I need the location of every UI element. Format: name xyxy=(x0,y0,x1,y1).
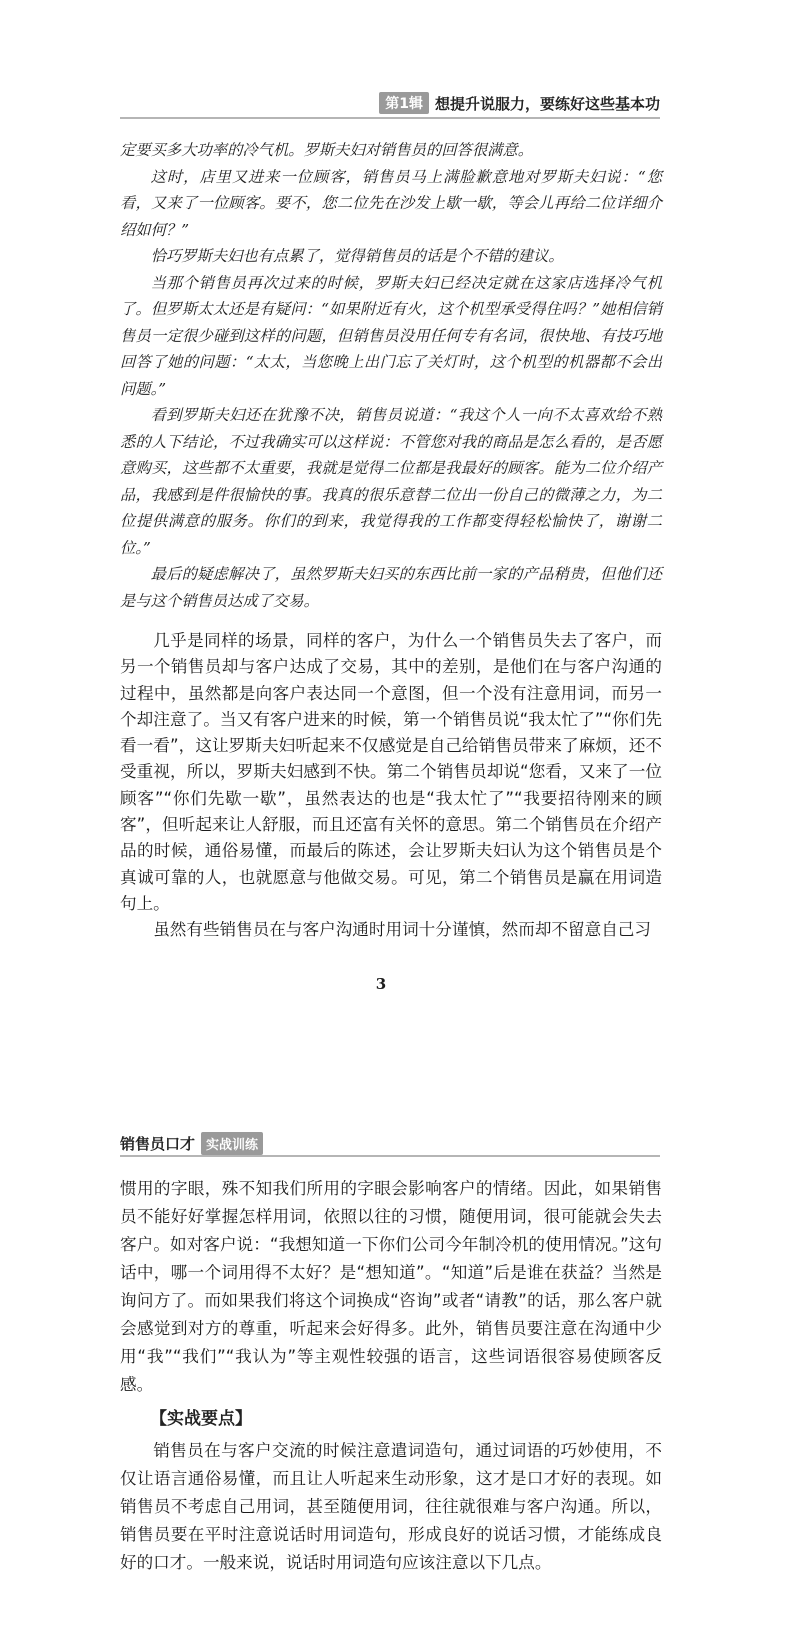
body-paragraph: 惯用的字眼，殊不知我们所用的字眼会影响客户的情绪。因此，如果销售员不能好好掌握怎样用词，依照以往的习惯，随便用词，很可能就会失去客户。如对客户说：“我想知道一下你们公司今年制冷机的使用情况。”这句话中，哪一个词用得不太好？是“想知道”。“知道”后是谁在获益？当然是询问方了。而如果我们将这个词换成“咨询”或者“请教”的话，那么客户就会感觉到对方的尊重，听起来会好得多。此外，销售员要注意在沟通中少用“我”“我们”“我认为”等主观性较强的语言，这些词语很容易使顾客反感。 xyxy=(120,1179,662,1394)
book-tag: 实战训练 xyxy=(201,1132,263,1155)
story-paragraph: 恰巧罗斯夫妇也有点累了，觉得销售员的话是个不错的建议。 xyxy=(150,247,564,265)
page-number: 3 xyxy=(375,975,387,993)
header-divider xyxy=(120,117,660,119)
story-paragraph: 看到罗斯夫妇还在犹豫不决，销售员说道：“我这个人一向不太喜欢给不熟悉的人下结论，不过我确实可以这样说：不管您对我的商品是怎么看的，是否愿意购买，这些都不太重要，我就是觉得二位都是我最好的顾客。能为二位介绍产品，我感到是件很愉快的事。我真的很乐意替二位出一份自己的微薄之力，为二位提供满意的服务。你们的到来，我觉得我的工作都变得轻松愉快了，谢谢二位。” xyxy=(120,406,662,557)
body-paragraph: 虽然有些销售员在与客户沟通时用词十分谨慎，然而却不留意自己习 xyxy=(153,920,651,940)
story-passage xyxy=(120,137,662,614)
series-tag: 第1辑 xyxy=(379,92,429,114)
story-paragraph: 最后的疑虑解决了，虽然罗斯夫妇买的东西比前一家的产品稍贵，但他们还是与这个销售员达成了交易。 xyxy=(120,565,662,610)
section-heading: 【实战要点】 xyxy=(150,1409,252,1429)
body-paragraph: 几乎是同样的场景，同样的客户，为什么一个销售员失去了客户，而另一个销售员却与客户达成了交易，其中的差别，是他们在与客户沟通的过程中，虽然都是向客户表达同一个意图，但一个没有注意用词，而另一个却注意了。当又有客户进来的时候，第一个销售员说“我太忙了”“你们先看一看”，这让罗斯夫妇听起来不仅感觉是自己给销售员带来了麻烦，还不受重视，所以，罗斯夫妇感到不快。第二个销售员却说“您看，又来了一位顾客”“你们先歇一歇”，虽然表达的也是“我太忙了”“我要招待刚来的顾客”，但听起来让人舒服，而且还富有关怀的意思。第二个销售员在介绍产品的时候，通俗易懂，而最后的陈述，会让罗斯夫妇认为这个销售员是个真诚可靠的人，也就愿意与他做交易。可见，第二个销售员是赢在用词造句上。 xyxy=(120,631,662,913)
continuation-text xyxy=(120,1175,662,1399)
running-header xyxy=(379,92,660,114)
running-header-page2 xyxy=(120,1132,263,1155)
story-paragraph: 当那个销售员再次过来的时候，罗斯夫妇已经决定就在这家店选择冷气机了。但罗斯太太还是有疑问：“如果附近有火，这个机型承受得住吗？”她相信销售员一定很少碰到这样的问题，但销售员没用任何专有名词，很快地、有技巧地回答了她的问题：“太太，当您晚上出门忘了关灯时，这个机型的机器都不会出问题。” xyxy=(120,273,662,398)
story-paragraph: 定要买多大功率的冷气机。罗斯夫妇对销售员的回答很满意。 xyxy=(120,141,534,159)
body-paragraph: 销售员在与客户交流的时候注意遣词造句，通过词语的巧妙使用，不仅让语言通俗易懂，而且让人听起来生动形象，这才是口才好的表现。如销售员不考虑自己用词，甚至随便用词，往往就很难与客户沟通。所以，销售员要在平时注意说话时用词造句，形成良好的说话习惯，才能练成良好的口才。一般来说，说话时用词造句应该注意以下几点。 xyxy=(120,1441,662,1572)
analysis-text xyxy=(120,628,662,944)
book-title: 销售员口才 xyxy=(120,1135,196,1153)
chapter-title: 想提升说服力，要练好这些基本功 xyxy=(434,94,660,113)
story-paragraph: 这时，店里又进来一位顾客，销售员马上满脸歉意地对罗斯夫妇说：“您看，又来了一位顾客。要不，您二位先在沙发上歇一歇，等会儿再给二位详细介绍如何？” xyxy=(120,167,662,239)
section-text xyxy=(120,1437,662,1577)
header-divider xyxy=(120,1155,660,1157)
